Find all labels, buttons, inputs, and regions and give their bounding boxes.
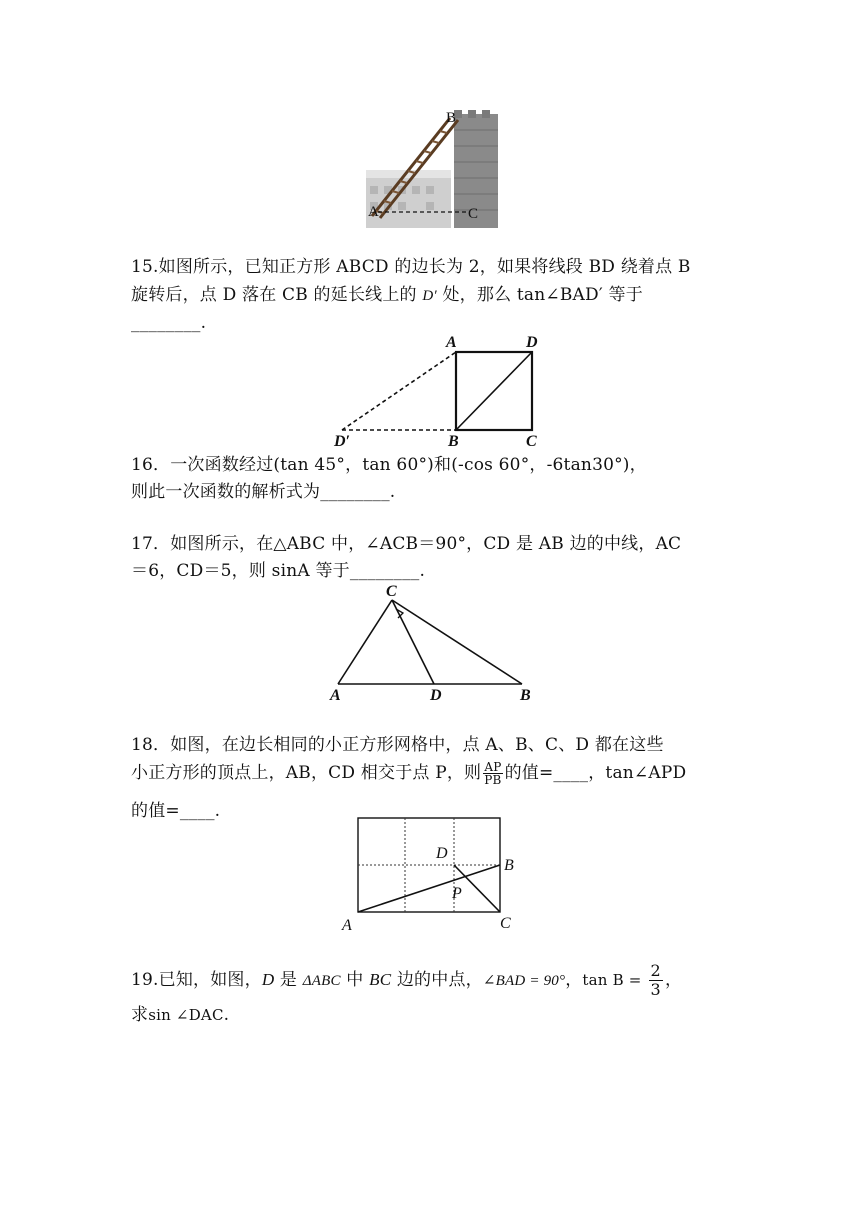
ladder-label-c: C <box>468 206 479 222</box>
triangle-label-a: A <box>330 687 341 704</box>
q19-line-2 <box>131 1004 731 1026</box>
q15-line-2-start: 旋转后，点 D 落在 CB 的延长线上的 <box>131 285 423 305</box>
q18-line-2-start: 小正方形的顶点上，AB，CD 相交于点 P，则 <box>131 763 482 783</box>
q19-fraction-denominator: 3 <box>650 980 661 999</box>
q15-line-1: 15.如图所示，已知正方形 ABCD 的边长为 2，如果将线段 BD 绕着点 B <box>131 257 691 277</box>
q19-ask: 求 <box>131 1005 149 1025</box>
q19-period: . <box>223 1005 230 1025</box>
triangle-label-d: D <box>430 687 442 704</box>
grid-label-b: B <box>504 857 514 874</box>
q18-line-2 <box>131 759 731 787</box>
q18-fraction-denominator: PB <box>484 773 502 787</box>
grid-label-p: P <box>452 885 462 902</box>
q19-line-1 <box>131 962 731 999</box>
q15-line-2 <box>131 284 731 307</box>
square-label-dprime: D′ <box>334 433 351 450</box>
q19-comma-2: ， <box>664 970 683 990</box>
q17-line-2: ＝6，CD＝5，则 sinA 等于________. <box>131 561 426 581</box>
q19-fraction-numerator: 2 <box>650 961 661 980</box>
triangle-label-c: C <box>386 583 397 600</box>
q19-text-midpoint: 边的中点， <box>391 970 483 990</box>
q15-line-2-end: 处，那么 tan∠BAD′ 等于 <box>436 285 643 305</box>
q19-sin-dac: sin ∠DAC <box>148 1006 224 1024</box>
q15-line-3: ________. <box>131 313 207 333</box>
square-label-c: C <box>526 433 537 450</box>
q19-text-zhong: 中 <box>340 970 370 990</box>
q16-line-2: 则此一次函数的解析式为________. <box>131 482 396 502</box>
ladder-label-a: A <box>368 204 379 220</box>
q19-triangle-abc: ΔABC <box>302 973 341 989</box>
q19-comma-1: ， <box>565 970 583 990</box>
q18-fraction-numerator: AP <box>484 760 502 774</box>
square-label-d: D <box>526 334 538 351</box>
q19-segment-bc: BC <box>369 970 392 989</box>
q16-line-1: 16．一次函数经过(tan 45°，tan 60°)和(-cos 60°，-6tan30°)， <box>131 455 647 475</box>
q15-dprime-symbol: D′ <box>422 288 437 304</box>
q19-text-shi: 是 <box>274 970 303 990</box>
square-label-a: A <box>446 334 457 351</box>
q18-fraction <box>483 761 502 786</box>
q17-line-1: 17．如图所示，在△ABC 中，∠ACB＝90°，CD 是 AB 边的中线，AC <box>131 534 682 554</box>
q19-fraction <box>649 962 663 999</box>
square-label-b: B <box>448 433 459 450</box>
ladder-wall-figure <box>362 108 500 228</box>
grid-label-a: A <box>342 917 352 934</box>
q19-tan-b: tan B = <box>582 971 647 989</box>
triangle-label-b: B <box>520 687 531 704</box>
grid-figure <box>338 812 528 934</box>
triangle-figure <box>322 578 544 704</box>
q19-angle-bad: ∠BAD = 90° <box>482 973 566 989</box>
grid-label-c: C <box>500 915 511 932</box>
grid-label-d: D <box>436 845 448 862</box>
q19-intro: 19.已知，如图， <box>131 970 262 990</box>
q18-line-2-end: 的值=____，tan∠APD <box>504 763 687 783</box>
q19-point-d: D <box>261 970 275 989</box>
q18-line-1: 18．如图，在边长相同的小正方形网格中，点 A、B、C、D 都在这些 <box>131 735 664 755</box>
square-figure <box>330 330 550 450</box>
ladder-label-b: B <box>446 110 457 126</box>
q18-line-3: 的值=____. <box>131 801 221 821</box>
